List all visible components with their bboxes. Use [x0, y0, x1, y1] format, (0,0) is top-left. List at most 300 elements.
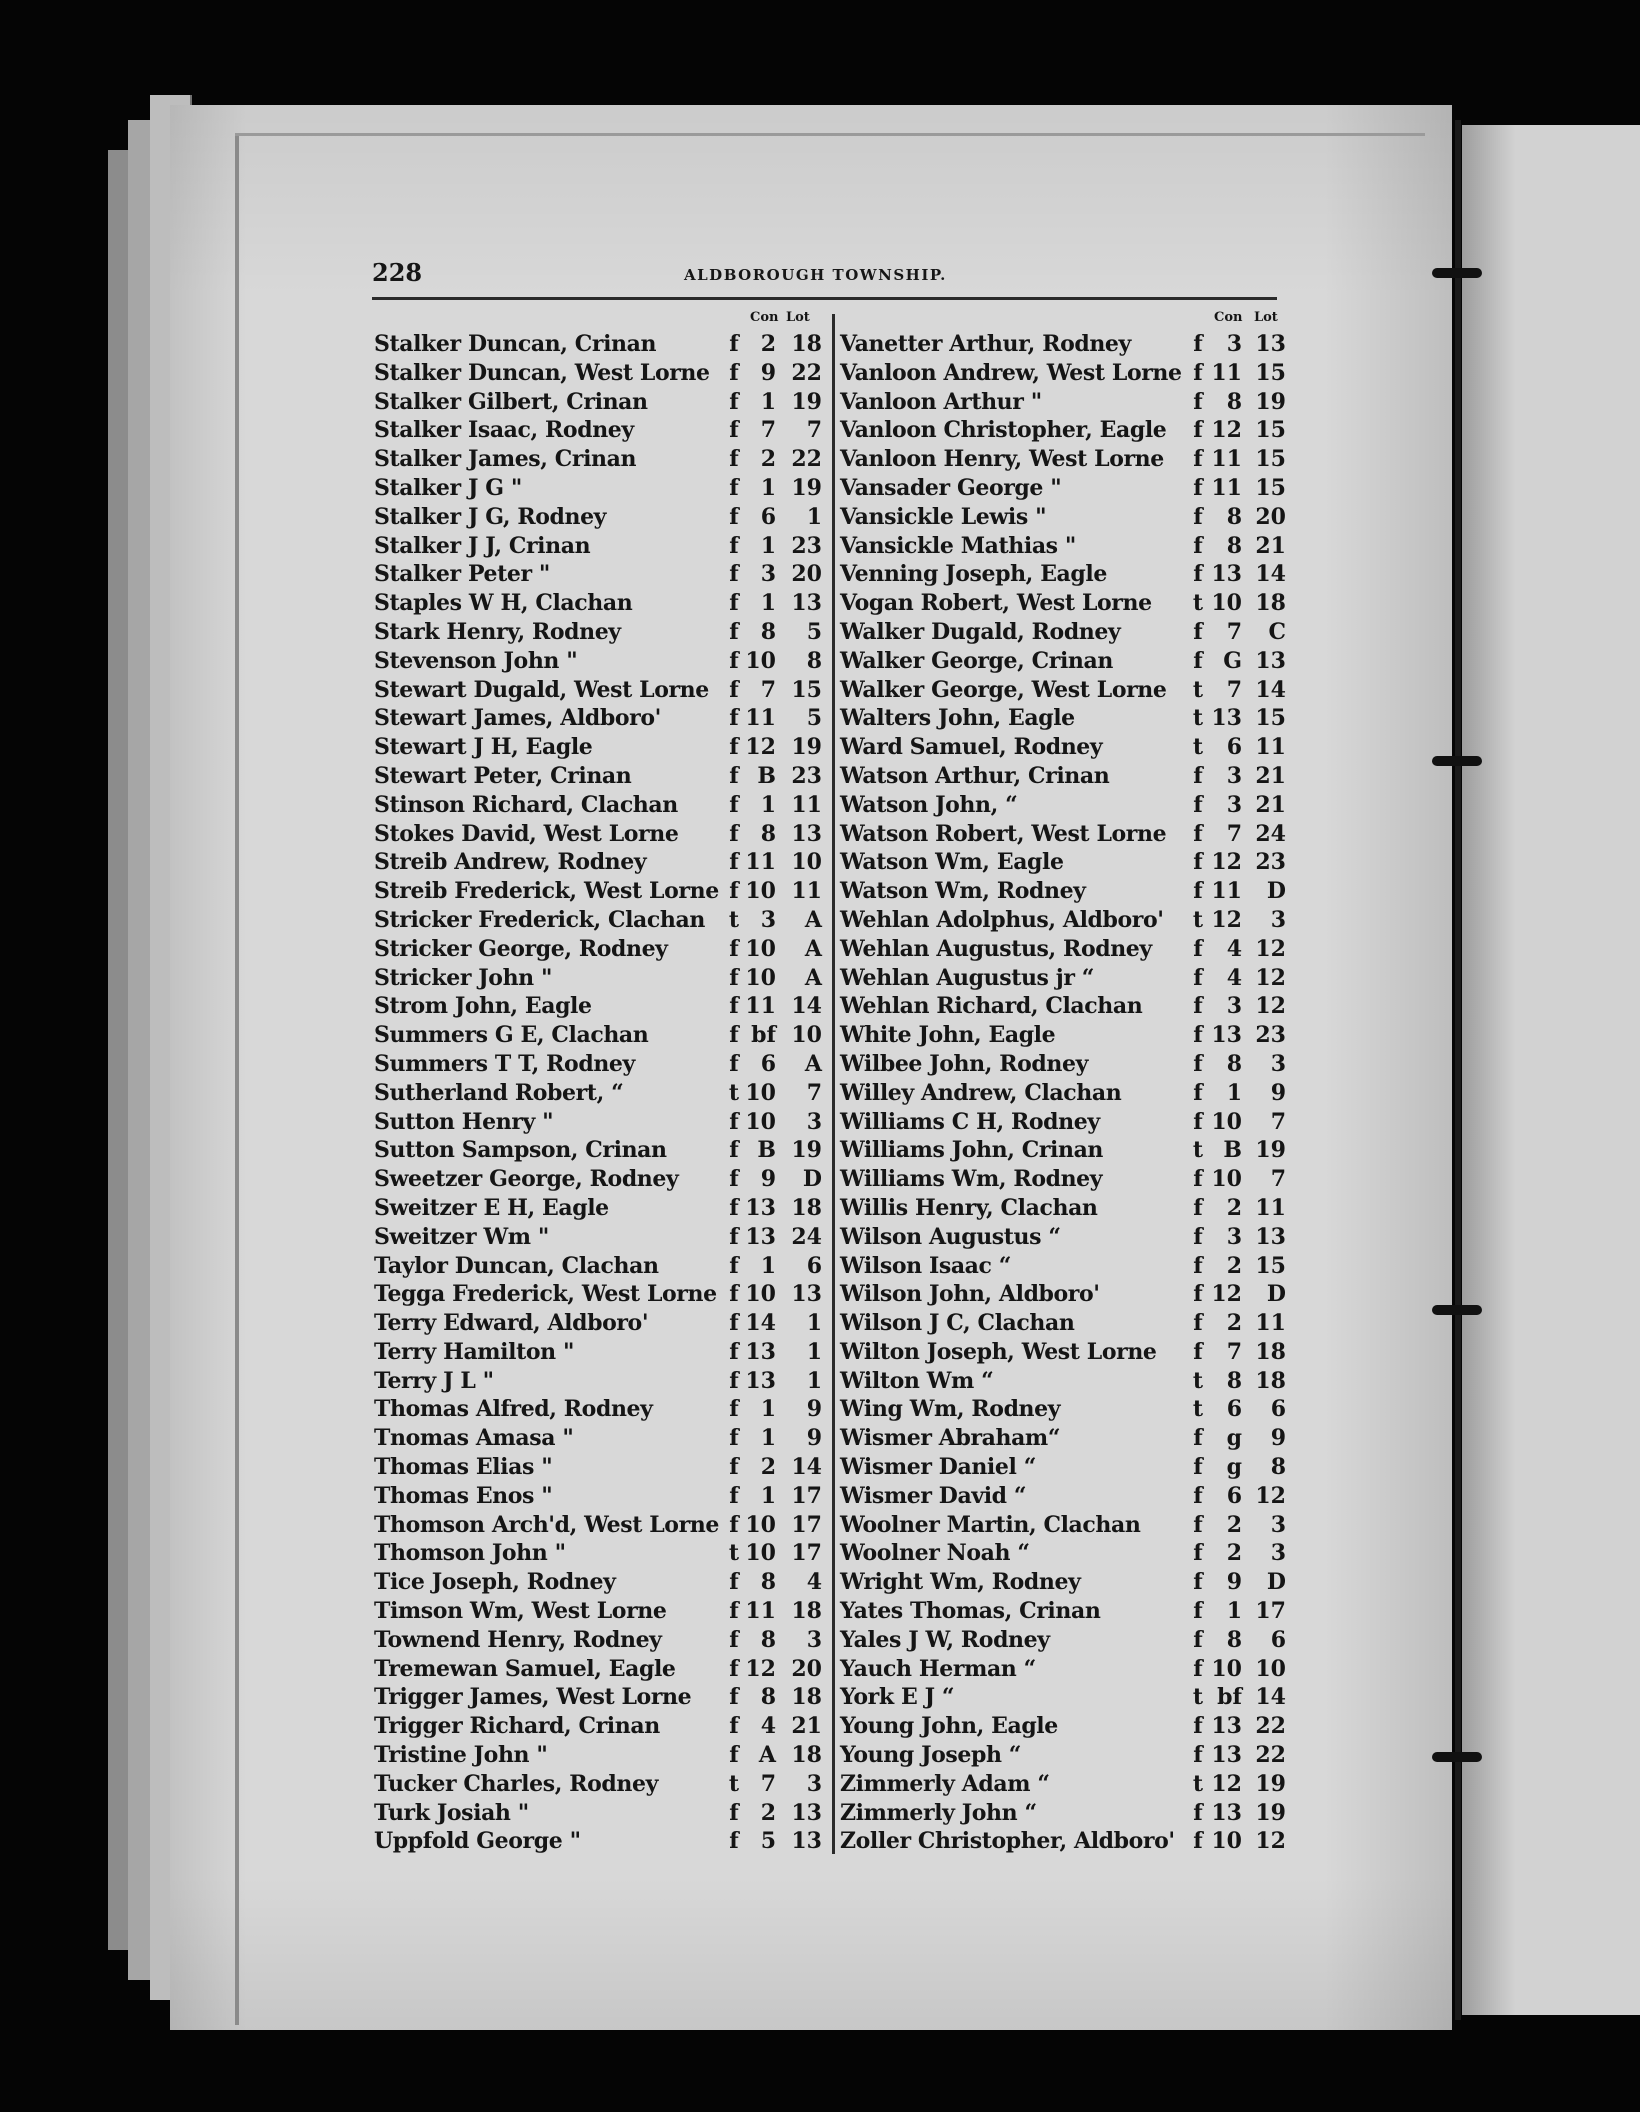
directory-entry: [374, 1539, 824, 1568]
lot-number: 14: [791, 993, 822, 1020]
resident-name: Wilson Augustus “: [840, 1223, 1061, 1250]
tenure-code: f: [1193, 935, 1203, 962]
concession-number: 11: [1211, 878, 1242, 905]
concession-number: 10: [745, 1511, 776, 1538]
directory-entry: [374, 1252, 824, 1281]
tenure-code: f: [1193, 1223, 1203, 1250]
concession-number: 3: [1226, 762, 1242, 789]
left-column: [374, 310, 824, 1856]
tenure-code: f: [729, 1569, 739, 1596]
directory-entry: [374, 935, 824, 964]
directory-entry: [374, 704, 824, 733]
concession-number: 7: [1226, 618, 1242, 645]
tenure-code: f: [729, 359, 739, 386]
directory-entry: [374, 1626, 824, 1655]
lot-number: D: [1266, 878, 1286, 905]
tenure-code: f: [1193, 474, 1203, 501]
resident-name: Sweetzer George, Rodney: [374, 1166, 679, 1193]
lot-number: 3: [806, 1626, 822, 1653]
concession-number: 13: [1211, 1713, 1242, 1740]
tenure-code: t: [728, 1079, 740, 1106]
lot-number: 18: [1255, 1367, 1286, 1394]
lot-number: 18: [791, 331, 822, 357]
concession-number: 7: [1226, 676, 1242, 703]
binding-gutter: [1455, 120, 1461, 2020]
directory-entry: [840, 1280, 1300, 1309]
tenure-code: f: [729, 474, 739, 501]
directory-entry: [374, 992, 824, 1021]
directory-entry: [840, 1079, 1300, 1108]
tenure-code: f: [1193, 331, 1203, 357]
lot-number: 12: [1255, 964, 1286, 991]
tenure-code: t: [1192, 1770, 1204, 1797]
concession-number: 1: [760, 1396, 776, 1423]
concession-number: 7: [1226, 1338, 1242, 1365]
resident-name: Ward Samuel, Rodney: [840, 734, 1103, 761]
resident-name: Wilbee John, Rodney: [840, 1050, 1088, 1077]
concession-number: 1: [760, 1425, 776, 1452]
resident-name: Stokes David, West Lorne: [374, 820, 679, 847]
resident-name: Stalker J G ": [374, 474, 522, 501]
resident-name: Zimmerly Adam “: [840, 1770, 1050, 1797]
directory-entry: [840, 330, 1300, 359]
concession-number: 1: [760, 791, 776, 818]
directory-entry: [840, 1539, 1300, 1568]
lot-number: 12: [1255, 1482, 1286, 1509]
resident-name: Stalker J G, Rodney: [374, 503, 607, 530]
tenure-code: f: [729, 388, 739, 415]
concession-number: 1: [760, 388, 776, 415]
concession-number: 3: [760, 561, 776, 588]
concession-number: 4: [1226, 935, 1242, 962]
resident-name: Stalker Duncan, West Lorne: [374, 359, 710, 386]
resident-name: Tremewan Samuel, Eagle: [374, 1655, 676, 1682]
concession-number: 14: [745, 1310, 776, 1337]
resident-name: Stalker Gilbert, Crinan: [374, 388, 648, 415]
lot-number: 7: [1270, 1166, 1286, 1193]
lot-number: 22: [791, 359, 822, 386]
lot-number: D: [1266, 1569, 1286, 1596]
directory-entry: [374, 1770, 824, 1799]
tenure-code: t: [1192, 590, 1204, 617]
tenure-code: f: [729, 1799, 739, 1826]
con-header: Con: [750, 310, 779, 325]
concession-number: 10: [1211, 590, 1242, 617]
tenure-code: f: [729, 1482, 739, 1509]
resident-name: Yates Thomas, Crinan: [840, 1598, 1101, 1625]
tenure-code: f: [729, 1367, 739, 1394]
resident-name: Walker George, West Lorne: [840, 676, 1167, 703]
lot-number: 18: [791, 1684, 822, 1711]
directory-entry: [840, 359, 1300, 388]
resident-name: Stricker Frederick, Clachan: [374, 906, 705, 933]
directory-entry: [374, 1424, 824, 1453]
concession-number: 11: [1211, 446, 1242, 473]
concession-number: 10: [745, 1079, 776, 1106]
tenure-code: t: [1192, 1137, 1204, 1164]
concession-number: 3: [1226, 1223, 1242, 1250]
resident-name: Vanloon Henry, West Lorne: [840, 446, 1164, 473]
directory-entry: [840, 1367, 1300, 1396]
directory-entry: [840, 676, 1300, 705]
directory-entry: [840, 1712, 1300, 1741]
directory-entry: [374, 1395, 824, 1424]
tenure-code: f: [729, 993, 739, 1020]
resident-name: Sutton Henry ": [374, 1108, 554, 1135]
tenure-code: f: [729, 935, 739, 962]
directory-entry: [374, 1799, 824, 1828]
resident-name: Sweitzer Wm ": [374, 1223, 549, 1250]
tenure-code: f: [729, 762, 739, 789]
resident-name: Tucker Charles, Rodney: [374, 1770, 658, 1797]
resident-name: Vanloon Arthur ": [840, 388, 1042, 415]
concession-number: 13: [1211, 561, 1242, 588]
tenure-code: f: [1193, 1252, 1203, 1279]
concession-number: 6: [760, 503, 776, 530]
tenure-code: f: [1193, 417, 1203, 444]
resident-name: Terry Hamilton ": [374, 1338, 575, 1365]
resident-name: Walker Dugald, Rodney: [840, 618, 1121, 645]
directory-entry: [840, 992, 1300, 1021]
lot-number: 9: [806, 1396, 822, 1423]
tenure-code: f: [1193, 1626, 1203, 1653]
lot-number: 6: [1270, 1396, 1286, 1423]
tenure-code: f: [1193, 1108, 1203, 1135]
lot-number: 11: [791, 791, 822, 818]
concession-number: 11: [745, 1598, 776, 1625]
resident-name: Woolner Martin, Clachan: [840, 1511, 1141, 1538]
con-header: Con: [1214, 310, 1243, 325]
concession-number: 7: [760, 1770, 776, 1797]
resident-name: Stewart J H, Eagle: [374, 734, 593, 761]
resident-name: Thomas Elias ": [374, 1454, 553, 1481]
resident-name: Williams John, Crinan: [840, 1137, 1104, 1164]
concession-number: 1: [760, 1252, 776, 1279]
resident-name: Woolner Noah “: [840, 1540, 1030, 1567]
tenure-code: f: [1193, 446, 1203, 473]
concession-number: 8: [760, 1569, 776, 1596]
resident-name: Stalker Isaac, Rodney: [374, 417, 634, 444]
lot-number: 23: [1255, 849, 1286, 876]
tenure-code: f: [729, 1713, 739, 1740]
directory-entry: [840, 1453, 1300, 1482]
resident-name: Stevenson John ": [374, 647, 578, 674]
lot-number: 13: [791, 590, 822, 617]
directory-entry: [840, 1136, 1300, 1165]
lot-number: 15: [1255, 474, 1286, 501]
tenure-code: t: [728, 1770, 740, 1797]
directory-entry: [840, 647, 1300, 676]
directory-entry: [840, 1165, 1300, 1194]
directory-entry: [840, 1770, 1300, 1799]
resident-name: Stalker J J, Crinan: [374, 532, 591, 559]
concession-number: 3: [760, 906, 776, 933]
lot-number: 7: [806, 417, 822, 444]
lot-number: 21: [1255, 532, 1286, 559]
page-border: [235, 133, 1425, 136]
concession-number: 10: [1211, 1655, 1242, 1682]
tenure-code: f: [729, 503, 739, 530]
directory-entry: [374, 1021, 824, 1050]
tenure-code: f: [729, 1684, 739, 1711]
tenure-code: f: [729, 878, 739, 905]
tenure-code: f: [729, 1742, 739, 1769]
resident-name: Wilton Wm “: [840, 1367, 994, 1394]
lot-number: 9: [806, 1425, 822, 1452]
tenure-code: f: [1193, 1713, 1203, 1740]
lot-number: 13: [1255, 331, 1286, 357]
lot-number: 3: [806, 1108, 822, 1135]
resident-name: Vanloon Andrew, West Lorne: [840, 359, 1182, 386]
directory-entry: [840, 589, 1300, 618]
directory-entry: [374, 330, 824, 359]
resident-name: Vanloon Christopher, Eagle: [840, 417, 1167, 444]
directory-entry: [374, 388, 824, 417]
resident-name: Willey Andrew, Clachan: [840, 1079, 1122, 1106]
tenure-code: f: [1193, 532, 1203, 559]
tenure-code: t: [1192, 906, 1204, 933]
resident-name: Thomas Alfred, Rodney: [374, 1396, 653, 1423]
concession-number: 2: [760, 331, 776, 357]
lot-number: D: [1266, 1281, 1286, 1308]
directory-entry: [374, 906, 824, 935]
lot-number: 22: [1255, 1713, 1286, 1740]
tenure-code: f: [729, 1137, 739, 1164]
lot-number: 1: [806, 1338, 822, 1365]
lot-number: 13: [1255, 1223, 1286, 1250]
concession-number: 10: [745, 1281, 776, 1308]
resident-name: Vogan Robert, West Lorne: [840, 590, 1152, 617]
resident-name: Willis Henry, Clachan: [840, 1194, 1098, 1221]
column-header: [374, 310, 824, 330]
directory-entry: [840, 1597, 1300, 1626]
resident-name: Zimmerly John “: [840, 1799, 1037, 1826]
tenure-code: f: [729, 1828, 739, 1855]
resident-name: Yauch Herman “: [840, 1655, 1036, 1682]
resident-name: Vansader George ": [840, 474, 1062, 501]
lot-number: 5: [806, 618, 822, 645]
directory-entry: [840, 848, 1300, 877]
lot-number: 6: [806, 1252, 822, 1279]
tenure-code: f: [1193, 1655, 1203, 1682]
resident-name: Vanetter Arthur, Rodney: [840, 331, 1131, 357]
directory-entry: [374, 1050, 824, 1079]
directory-entry: [840, 791, 1300, 820]
directory-entry: [374, 1309, 824, 1338]
tenure-code: t: [1192, 1684, 1204, 1711]
concession-number: g: [1226, 1454, 1242, 1481]
lot-number: 13: [791, 820, 822, 847]
resident-name: Taylor Duncan, Clachan: [374, 1252, 659, 1279]
directory-entry: [840, 1741, 1300, 1770]
directory-entry: [374, 503, 824, 532]
tenure-code: f: [729, 1108, 739, 1135]
lot-number: 9: [1270, 1425, 1286, 1452]
concession-number: 2: [760, 1799, 776, 1826]
tenure-code: f: [729, 1223, 739, 1250]
concession-number: 9: [1226, 1569, 1242, 1596]
lot-number: 1: [806, 1367, 822, 1394]
concession-number: 8: [1226, 1367, 1242, 1394]
tenure-code: f: [1193, 1022, 1203, 1049]
resident-name: Wing Wm, Rodney: [840, 1396, 1061, 1423]
tenure-code: f: [1193, 1338, 1203, 1365]
binding-clip: [1432, 1752, 1482, 1762]
tenure-code: f: [1193, 762, 1203, 789]
directory-entry: [374, 445, 824, 474]
lot-number: 13: [791, 1799, 822, 1826]
lot-number: 19: [791, 388, 822, 415]
resident-name: Stalker Peter ": [374, 561, 550, 588]
lot-number: 22: [791, 446, 822, 473]
lot-number: 8: [806, 647, 822, 674]
directory-entry: [840, 1683, 1300, 1712]
tenure-code: f: [1193, 1540, 1203, 1567]
tenure-code: f: [729, 705, 739, 732]
tenure-code: f: [1193, 1482, 1203, 1509]
concession-number: 8: [760, 1626, 776, 1653]
lot-number: 22: [1255, 1742, 1286, 1769]
lot-number: 19: [1255, 1799, 1286, 1826]
concession-number: 11: [745, 849, 776, 876]
tenure-code: f: [729, 446, 739, 473]
lot-number: 14: [1255, 676, 1286, 703]
directory-entry: [840, 474, 1300, 503]
tenure-code: f: [1193, 993, 1203, 1020]
tenure-code: t: [728, 906, 740, 933]
tenure-code: f: [729, 1252, 739, 1279]
concession-number: 1: [1226, 1598, 1242, 1625]
lot-number: 19: [1255, 1770, 1286, 1797]
tenure-code: f: [729, 647, 739, 674]
directory-entry: [374, 474, 824, 503]
tenure-code: f: [1193, 849, 1203, 876]
concession-number: 6: [1226, 1482, 1242, 1509]
lot-number: 15: [1255, 1252, 1286, 1279]
binding-clip: [1432, 268, 1482, 278]
resident-name: Wehlan Richard, Clachan: [840, 993, 1143, 1020]
directory-entry: [374, 1683, 824, 1712]
tenure-code: f: [1193, 503, 1203, 530]
lot-number: 10: [791, 1022, 822, 1049]
resident-name: Staples W H, Clachan: [374, 590, 633, 617]
lot-number: 24: [1255, 820, 1286, 847]
resident-name: Stewart James, Aldboro': [374, 705, 661, 732]
directory-entry: [840, 1252, 1300, 1281]
resident-name: Wilson J C, Clachan: [840, 1310, 1075, 1337]
lot-number: 12: [1255, 993, 1286, 1020]
directory-entry: [840, 935, 1300, 964]
resident-name: Young Joseph “: [840, 1742, 1022, 1769]
tenure-code: f: [1193, 1050, 1203, 1077]
directory-entry: [374, 964, 824, 993]
directory-entry: [374, 1108, 824, 1137]
directory-entry: [374, 1453, 824, 1482]
concession-number: 13: [745, 1223, 776, 1250]
lot-number: 23: [1255, 1022, 1286, 1049]
concession-number: 7: [760, 417, 776, 444]
directory-entry: [374, 1367, 824, 1396]
directory-entry: [374, 359, 824, 388]
lot-number: 19: [791, 1137, 822, 1164]
concession-number: 13: [1211, 1022, 1242, 1049]
page-number: 228: [372, 258, 423, 287]
directory-entry: [840, 1338, 1300, 1367]
lot-number: 20: [791, 1655, 822, 1682]
directory-entry: [374, 560, 824, 589]
resident-name: Watson Wm, Eagle: [840, 849, 1064, 876]
lot-number: 3: [1270, 1050, 1286, 1077]
concession-number: 9: [760, 1166, 776, 1193]
concession-number: 7: [760, 676, 776, 703]
concession-number: 4: [1226, 964, 1242, 991]
directory-entry: [840, 1309, 1300, 1338]
lot-number: C: [1268, 618, 1286, 645]
resident-name: Terry Edward, Aldboro': [374, 1310, 649, 1337]
lot-number: 11: [1255, 734, 1286, 761]
tenure-code: f: [729, 1022, 739, 1049]
tenure-code: f: [729, 1626, 739, 1653]
tenure-code: f: [729, 1655, 739, 1682]
lot-number: 1: [806, 503, 822, 530]
directory-entry: [374, 1194, 824, 1223]
lot-number: 23: [791, 762, 822, 789]
lot-number: 15: [1255, 417, 1286, 444]
tenure-code: f: [729, 532, 739, 559]
resident-name: Stricker George, Rodney: [374, 935, 668, 962]
resident-name: White John, Eagle: [840, 1022, 1056, 1049]
concession-number: bf: [751, 1022, 776, 1049]
resident-name: Watson Robert, West Lorne: [840, 820, 1167, 847]
directory-entry: [374, 647, 824, 676]
tenure-code: f: [1193, 1598, 1203, 1625]
resident-name: Thomson Arch'd, West Lorne: [374, 1511, 719, 1538]
concession-number: 1: [1226, 1079, 1242, 1106]
resident-name: Wilton Joseph, West Lorne: [840, 1338, 1157, 1365]
lot-number: 11: [1255, 1310, 1286, 1337]
resident-name: Young John, Eagle: [840, 1713, 1058, 1740]
concession-number: B: [1223, 1137, 1242, 1164]
directory-entry: [840, 1626, 1300, 1655]
tenure-code: f: [1193, 359, 1203, 386]
concession-number: 2: [1226, 1310, 1242, 1337]
resident-name: Walters John, Eagle: [840, 705, 1075, 732]
column-header: [840, 310, 1300, 330]
directory-entry: [374, 1482, 824, 1511]
tenure-code: f: [1193, 1828, 1203, 1855]
concession-number: 12: [745, 734, 776, 761]
directory-entry: [840, 560, 1300, 589]
concession-number: 2: [1226, 1194, 1242, 1221]
resident-name: Wismer Daniel “: [840, 1454, 1036, 1481]
directory-entry: [374, 1136, 824, 1165]
directory-entry: [840, 1511, 1300, 1540]
tenure-code: f: [729, 1310, 739, 1337]
lot-number: 15: [1255, 446, 1286, 473]
tenure-code: f: [729, 590, 739, 617]
concession-number: 7: [1226, 820, 1242, 847]
resident-name: Watson John, “: [840, 791, 1018, 818]
concession-number: 1: [760, 532, 776, 559]
lot-number: 1: [806, 1310, 822, 1337]
concession-number: 10: [745, 878, 776, 905]
tenure-code: t: [1192, 676, 1204, 703]
directory-entry: [374, 877, 824, 906]
concession-number: 8: [1226, 1050, 1242, 1077]
tenure-code: f: [1193, 618, 1203, 645]
lot-number: A: [804, 1050, 822, 1077]
resident-name: Trigger Richard, Crinan: [374, 1713, 660, 1740]
